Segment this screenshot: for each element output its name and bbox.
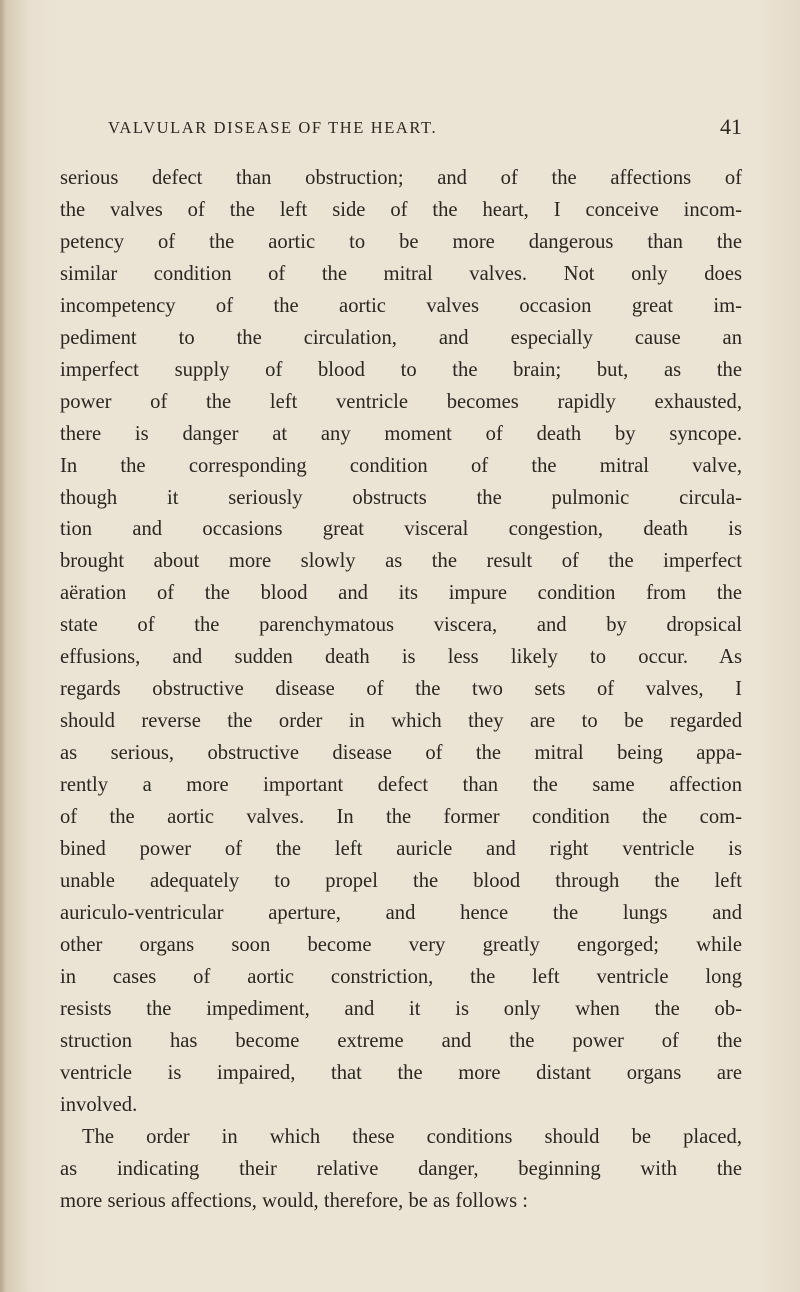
text-line: serious defect than obstruction; and of the affections of — [60, 167, 742, 189]
text-line: petency of the aortic to be more dangerous than the — [60, 230, 742, 253]
page-number: 41 — [720, 114, 742, 139]
text-line: similar condition of the mitral valves. Not only does — [60, 262, 742, 285]
text-line: though it seriously obstructs the pulmonic circula- — [60, 486, 742, 509]
text-line: ventricle is impaired, that the more distant organs are — [60, 1061, 742, 1084]
running-title: VALVULAR DISEASE OF THE HEART. — [108, 118, 438, 137]
text-line: unable adequately to propel the blood through the left — [60, 869, 742, 892]
text-line: rently a more important defect than the same affection — [60, 774, 742, 797]
text-line: pediment to the circulation, and especially cause an — [60, 326, 742, 349]
text-line: imperfect supply of blood to the brain; but, as the — [60, 358, 742, 381]
text-line: in cases of aortic constriction, the left ventricle long — [60, 965, 742, 988]
text-line: effusions, and sudden death is less likely to occur. As — [60, 646, 742, 669]
text-line: resists the impediment, and it is only when the ob- — [60, 997, 742, 1020]
text-line: as serious, obstructive disease of the mitral being appa- — [60, 742, 742, 765]
text-line: as indicating their relative danger, beginning with the — [60, 1157, 742, 1180]
text-line: brought about more slowly as the result of the imperfect — [60, 550, 742, 573]
running-head — [60, 114, 742, 144]
text-line: aëration of the blood and its impure condition from the — [60, 582, 742, 605]
text-line: should reverse the order in which they are to be regarded — [60, 710, 742, 733]
text-line: state of the parenchymatous viscera, and by dropsical — [60, 614, 742, 637]
text-line: other organs soon become very greatly engorged; while — [60, 933, 742, 956]
paragraph-1 — [60, 163, 742, 1122]
text-line: regards obstructive disease of the two sets of valves, I — [60, 678, 742, 701]
text-line: struction has become extreme and the power of the — [60, 1029, 742, 1052]
text-line: more serious affections, would, therefore, be as follows : — [60, 1189, 528, 1212]
binding-gutter-shadow — [0, 0, 6, 1292]
body-text — [60, 163, 742, 1217]
text-line: incompetency of the aortic valves occasion great im- — [60, 294, 742, 317]
text-line: of the aortic valves. In the former condition the com- — [60, 806, 742, 829]
text-line: bined power of the left auricle and right ventricle is — [60, 838, 742, 861]
paragraph-2 — [60, 1122, 742, 1218]
text-line: involved. — [60, 1093, 138, 1116]
text-line: there is danger at any moment of death by syncope. — [60, 422, 742, 445]
text-line: In the corresponding condition of the mitral valve, — [60, 454, 742, 477]
text-line: The order in which these conditions should be placed, — [82, 1125, 742, 1148]
text-line: the valves of the left side of the heart, I conceive incom- — [60, 198, 742, 221]
text-line: power of the left ventricle becomes rapidly exhausted, — [60, 390, 742, 413]
text-line: tion and occasions great visceral congestion, death is — [60, 518, 742, 541]
text-line: auriculo-ventricular aperture, and hence the lungs and — [60, 901, 742, 924]
